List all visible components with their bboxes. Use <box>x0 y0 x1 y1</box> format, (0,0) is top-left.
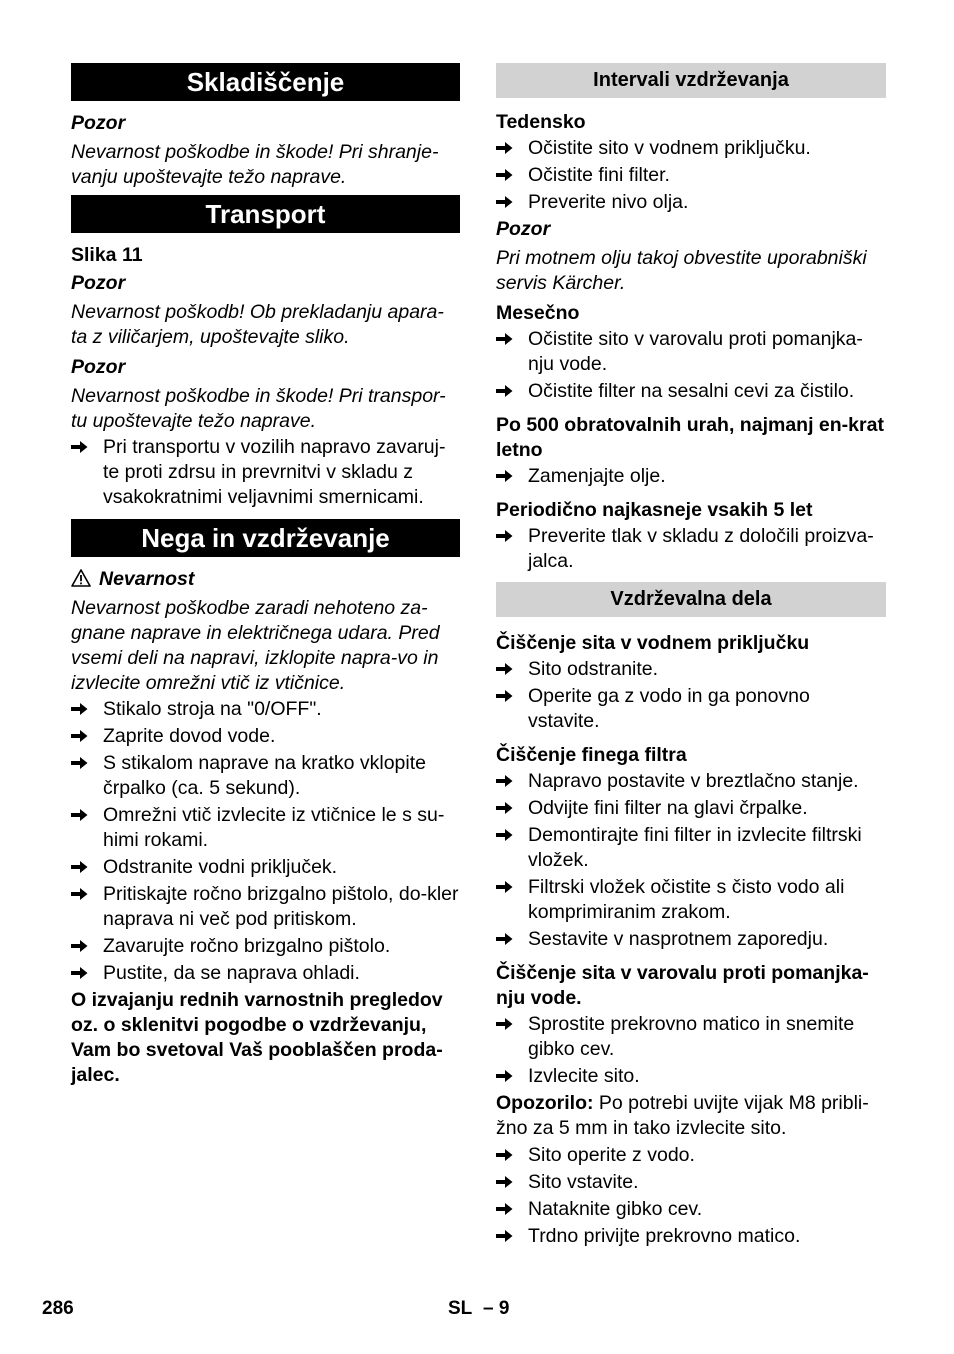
list-item-text: Sestavite v nasprotnem zaporedju. <box>528 928 829 950</box>
list-item-text: Očistite sito v vodnem priključku. <box>528 137 811 159</box>
arrow-right-icon <box>71 756 88 770</box>
subheading-500-hours: Po 500 obratovalnih urah, najmanj en-krat letno <box>496 414 884 461</box>
list-item-text: Zavarujte ročno brizgalno pištolo. <box>103 935 391 957</box>
warning-triangle-icon <box>71 569 91 587</box>
arrow-right-icon <box>496 384 513 398</box>
water-guard-steps-b <box>496 1143 886 1249</box>
list-item <box>71 934 460 959</box>
list-item <box>496 1197 886 1222</box>
list-item-text: Stikalo stroja na "0/OFF". <box>103 698 322 720</box>
list-item <box>496 875 886 925</box>
arrow-right-icon <box>71 939 88 953</box>
hours500-steps <box>496 464 886 489</box>
sieve-steps <box>496 657 886 734</box>
list-item <box>71 435 460 510</box>
list-item <box>496 823 886 873</box>
caution-label: Pozor <box>496 218 551 240</box>
list-item-text: Operite ga z vodo in ga ponovno vstavite. <box>528 685 810 732</box>
list-item-text: Očistite fini filter. <box>528 164 670 186</box>
arrow-right-icon <box>496 774 513 788</box>
note-text: Po potrebi uvijte vijak M8 pribli-žno za 5 mm in tako izvlecite sito. <box>496 1092 869 1139</box>
figure-reference: Slika 11 <box>71 244 143 266</box>
list-item-text: Demontirajte fini filter in izvlecite filtrski vložek. <box>528 824 862 871</box>
list-item-text: Odstranite vodni priključek. <box>103 856 338 878</box>
arrow-right-icon <box>71 729 88 743</box>
caution-text: Pri motnem olju takoj obvestite uporabniški servis Kärcher. <box>496 247 867 294</box>
caution-label: Pozor <box>71 272 126 294</box>
subheading-5-years: Periodično najkasneje vsakih 5 let <box>496 499 813 521</box>
list-item-text: Pustite, da se naprava ohladi. <box>103 962 360 984</box>
list-item-text: Odvijte fini filter na glavi črpalke. <box>528 797 808 819</box>
caution-text: Nevarnost poškodb! Ob prekladanju apara-ta z viličarjem, upoštevajte sliko. <box>71 301 444 348</box>
list-item-text: Preverite nivo olja. <box>528 191 689 213</box>
list-item <box>496 464 886 489</box>
language-code: SL <box>448 1298 473 1319</box>
arrow-right-icon <box>71 860 88 874</box>
list-item <box>71 697 460 722</box>
list-item <box>496 1170 886 1195</box>
heading-maintenance-intervals: Intervali vzdrževanja <box>496 63 886 98</box>
list-item <box>496 1064 886 1089</box>
list-item <box>496 190 886 215</box>
arrow-right-icon <box>496 529 513 543</box>
list-item <box>496 136 886 161</box>
list-item <box>496 524 886 574</box>
subheading-water-guard-sieve: Čiščenje sita v varovalu proti pomanjka-nju vode. <box>496 962 869 1009</box>
arrow-right-icon <box>496 1069 513 1083</box>
care-note: O izvajanju rednih varnostnih pregledov oz. o sklenitvi pogodbe o vzdrževanju, Vam bo svetoval Vaš pooblaščen proda-jalec. <box>71 989 443 1086</box>
arrow-right-icon <box>71 702 88 716</box>
list-item <box>71 961 460 986</box>
arrow-right-icon <box>496 880 513 894</box>
heading-transport: Transport <box>71 195 460 233</box>
arrow-right-icon <box>496 1148 513 1162</box>
list-item <box>71 803 460 853</box>
fine-filter-steps <box>496 769 886 952</box>
arrow-right-icon <box>496 1017 513 1031</box>
water-guard-steps-a <box>496 1012 886 1089</box>
left-column <box>71 63 460 1090</box>
list-item <box>496 769 886 794</box>
list-item <box>496 379 886 404</box>
arrow-right-icon <box>496 1175 513 1189</box>
weekly-steps <box>496 136 886 215</box>
page-number: 286 <box>42 1298 74 1319</box>
list-item-text: Sito operite z vodo. <box>528 1144 695 1166</box>
list-item <box>496 684 886 734</box>
list-item-text: Trdno privijte prekrovno matico. <box>528 1225 801 1247</box>
transport-steps <box>71 435 460 510</box>
note-label: Opozorilo: <box>496 1092 594 1114</box>
heading-care-maintenance: Nega in vzdrževanje <box>71 519 460 557</box>
arrow-right-icon <box>71 966 88 980</box>
list-item-text: Pritiskajte ročno brizgalno pištolo, do-kler naprava ni več pod pritiskom. <box>103 883 459 930</box>
list-item <box>71 724 460 749</box>
caution-text: Nevarnost poškodbe in škode! Pri shranje-vanju upoštevajte težo naprave. <box>71 141 439 188</box>
list-item <box>496 796 886 821</box>
list-item-text: Izvlecite sito. <box>528 1065 640 1087</box>
arrow-right-icon <box>71 440 88 454</box>
heading-maintenance-work: Vzdrževalna dela <box>496 582 886 617</box>
arrow-right-icon <box>496 689 513 703</box>
arrow-right-icon <box>496 1229 513 1243</box>
arrow-right-icon <box>71 808 88 822</box>
list-item <box>496 927 886 952</box>
list-item-text: S stikalom naprave na kratko vklopite črpalko (ca. 5 sekund). <box>103 752 426 799</box>
heading-storage: Skladiščenje <box>71 63 460 101</box>
list-item <box>496 163 886 188</box>
caution-label: Pozor <box>71 112 126 134</box>
subheading-sieve-water-connection: Čiščenje sita v vodnem priključku <box>496 632 810 654</box>
list-item-text: Filtrski vložek očistite s čisto vodo ali komprimiranim zrakom. <box>528 876 845 923</box>
list-item-text: Omrežni vtič izvlecite iz vtičnice le s su-himi rokami. <box>103 804 445 851</box>
arrow-right-icon <box>496 932 513 946</box>
arrow-right-icon <box>496 662 513 676</box>
arrow-right-icon <box>496 195 513 209</box>
arrow-right-icon <box>496 801 513 815</box>
years5-steps <box>496 524 886 574</box>
list-item-text: Sito odstranite. <box>528 658 659 680</box>
right-column <box>496 63 886 1251</box>
list-item-text: Očistite sito v varovalu proti pomanjka-nju vode. <box>528 328 863 375</box>
care-steps <box>71 697 460 986</box>
section-page: – 9 <box>483 1298 510 1319</box>
list-item-text: Napravo postavite v breztlačno stanje. <box>528 770 859 792</box>
caution-text: Nevarnost poškodbe in škode! Pri transpor-tu upoštevajte težo naprave. <box>71 385 446 432</box>
monthly-steps <box>496 327 886 404</box>
list-item-text: Sprostite prekrovno matico in snemite gibko cev. <box>528 1013 855 1060</box>
danger-text: Nevarnost poškodbe zaradi nehoteno za-gnane naprave in električnega udara. Pred vsemi deli na napravi, izklopite napra-vo in izvlecite omrežni vtič iz vtičnice. <box>71 597 440 694</box>
danger-label: Nevarnost <box>99 568 195 590</box>
list-item-text: Preverite tlak v skladu z določili proizva-jalca. <box>528 525 874 572</box>
list-item-text: Pri transportu v vozilih napravo zavaruj-te proti zdrsu in prevrnitvi v skladu z vsakokratnimi veljavnimi smernicami. <box>103 436 446 508</box>
list-item-text: Zaprite dovod vode. <box>103 725 276 747</box>
list-item <box>71 751 460 801</box>
arrow-right-icon <box>496 469 513 483</box>
list-item <box>496 657 886 682</box>
list-item <box>71 882 460 932</box>
list-item-text: Očistite filter na sesalni cevi za čistilo. <box>528 380 855 402</box>
arrow-right-icon <box>496 141 513 155</box>
caution-label: Pozor <box>71 356 126 378</box>
arrow-right-icon <box>496 168 513 182</box>
subheading-fine-filter: Čiščenje finega filtra <box>496 744 687 766</box>
list-item-text: Sito vstavite. <box>528 1171 639 1193</box>
arrow-right-icon <box>496 828 513 842</box>
list-item <box>496 1012 886 1062</box>
arrow-right-icon <box>71 887 88 901</box>
arrow-right-icon <box>496 332 513 346</box>
subheading-weekly: Tedensko <box>496 111 586 133</box>
danger-label-row <box>71 567 460 592</box>
list-item <box>496 1224 886 1249</box>
list-item-text: Nataknite gibko cev. <box>528 1198 703 1220</box>
list-item <box>71 855 460 880</box>
list-item <box>496 1143 886 1168</box>
list-item-text: Zamenjajte olje. <box>528 465 666 487</box>
note-paragraph <box>496 1091 886 1141</box>
subheading-monthly: Mesečno <box>496 302 580 324</box>
list-item <box>496 327 886 377</box>
arrow-right-icon <box>496 1202 513 1216</box>
